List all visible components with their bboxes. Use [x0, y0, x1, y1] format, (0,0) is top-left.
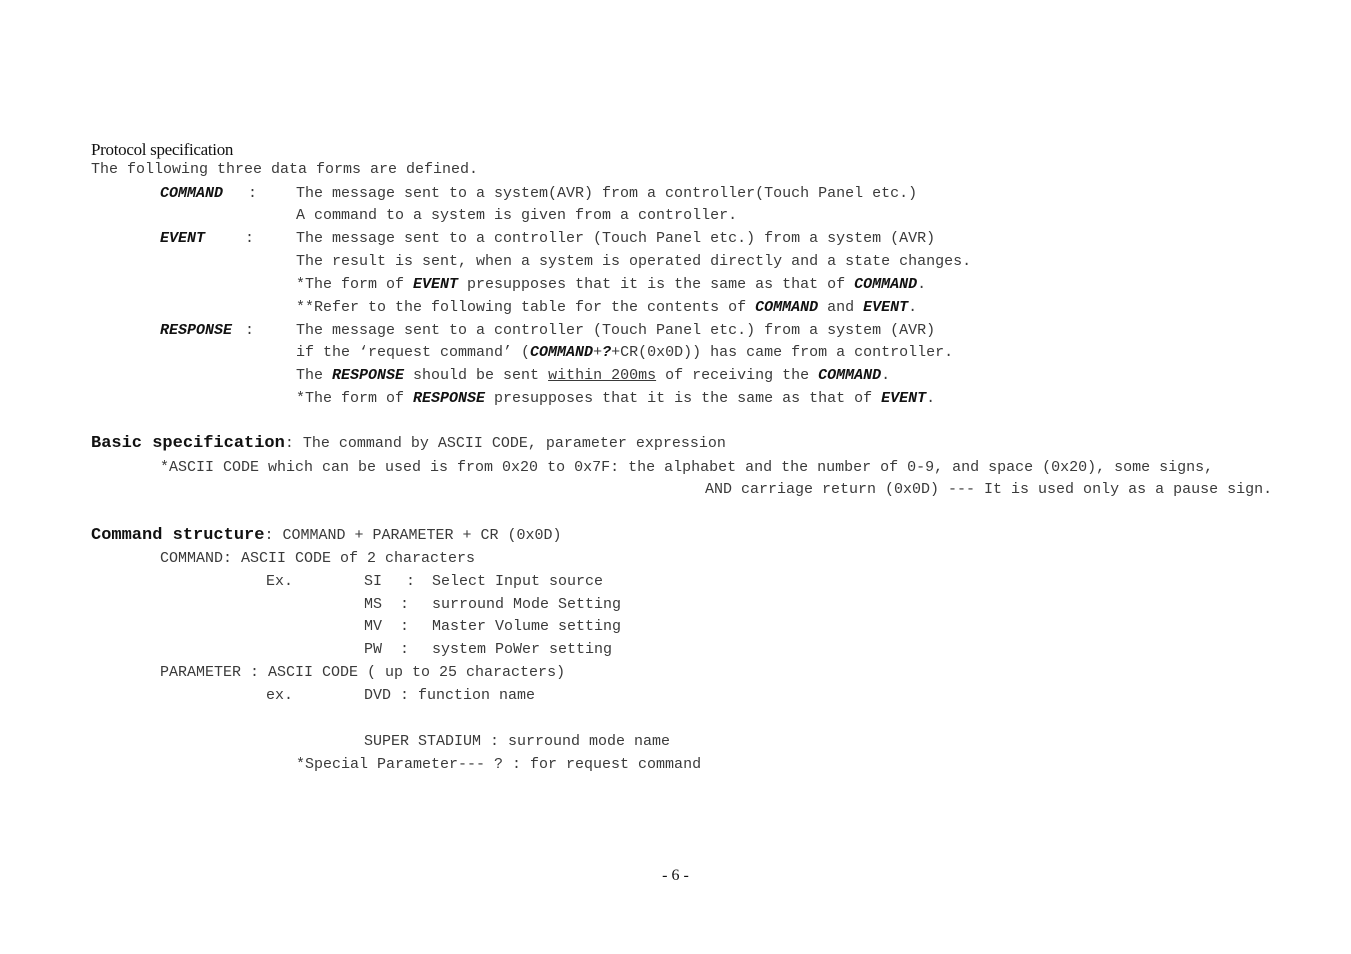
- response-desc-3-text-b: should be sent: [404, 367, 549, 384]
- example-description: system PoWer setting: [432, 641, 613, 658]
- protocol-intro: The following three data forms are defined.: [91, 161, 479, 178]
- event-note-1: [296, 277, 926, 292]
- example-code: SI: [364, 573, 383, 590]
- command-example-label: Ex.: [266, 573, 294, 590]
- response-desc-3-text-d: .: [881, 367, 891, 384]
- response-desc-2-text-a: if the ‘request command’ (: [296, 344, 531, 361]
- basic-spec-line-2: AND carriage return (0x0D) --- It is used only as a pause sign.: [705, 481, 1273, 498]
- response-desc-3-keyword-2: COMMAND: [818, 367, 882, 384]
- response-desc-2-plus: +: [593, 344, 603, 361]
- response-desc-2: [296, 345, 953, 360]
- example-separator: :: [406, 573, 416, 590]
- example-description: Master Volume setting: [432, 618, 622, 635]
- event-desc-1: The message sent to a controller (Touch Panel etc.) from a system (AVR): [296, 230, 936, 247]
- basic-spec-heading: Basic specification: [91, 434, 285, 453]
- example-separator: :: [400, 596, 410, 613]
- protocol-title: Protocol specification: [91, 140, 234, 159]
- example-code: MV: [364, 618, 383, 635]
- example-separator: :: [400, 618, 410, 635]
- command-structure-heading-tail: : COMMAND + PARAMETER + CR (0x0D): [264, 527, 562, 544]
- event-keyword: EVENT: [160, 230, 206, 247]
- event-note-1-text-b: presupposes that it is the same as that of: [458, 276, 855, 293]
- response-desc-2-question: ?: [602, 344, 612, 361]
- response-desc-3-keyword: RESPONSE: [332, 367, 405, 384]
- example-separator: :: [400, 641, 410, 658]
- basic-spec-heading-tail: : The command by ASCII CODE, parameter expression: [284, 435, 726, 452]
- response-colon: :: [245, 322, 255, 339]
- event-note-1-text-c: .: [917, 276, 927, 293]
- event-note-2-keyword: COMMAND: [755, 299, 819, 316]
- parameter-example-1: DVD : function name: [364, 687, 536, 704]
- event-note-2-text-a: **Refer to the following table for the contents of: [296, 299, 756, 316]
- basic-spec-line-1: *ASCII CODE which can be used is from 0x20 to 0x7F: the alphabet and the number of 0-9, and space (0x20), some signs,: [160, 459, 1214, 476]
- response-time-limit: within 200ms: [548, 367, 657, 384]
- command-keyword: COMMAND: [160, 185, 224, 202]
- event-desc-2: The result is sent, when a system is operated directly and a state changes.: [296, 253, 972, 270]
- command-structure-parameter-line: PARAMETER : ASCII CODE ( up to 25 characters): [160, 664, 566, 681]
- response-desc-3: [296, 368, 890, 383]
- response-keyword: RESPONSE: [160, 322, 233, 339]
- response-desc-2-keyword: COMMAND: [530, 344, 594, 361]
- command-structure-heading: Command structure: [91, 526, 265, 545]
- event-note-2: [296, 300, 917, 315]
- response-desc-4-keyword: RESPONSE: [413, 390, 486, 407]
- event-note-2-keyword-2: EVENT: [863, 299, 909, 316]
- response-desc-4-text-b: presupposes that it is the same as that of: [485, 390, 882, 407]
- command-structure-command-line: COMMAND: ASCII CODE of 2 characters: [160, 550, 476, 567]
- example-description: surround Mode Setting: [432, 596, 622, 613]
- command-structure-heading-line: [91, 528, 562, 543]
- response-desc-4: [296, 391, 935, 406]
- event-note-1-keyword: EVENT: [413, 276, 459, 293]
- response-desc-4-text-a: *The form of: [296, 390, 414, 407]
- example-description: Select Input source: [432, 573, 604, 590]
- event-note-2-text-b: and: [818, 299, 864, 316]
- response-desc-3-text-c: of receiving the: [656, 367, 819, 384]
- response-desc-2-text-b: +CR(0x0D)) has came from a controller.: [611, 344, 954, 361]
- basic-spec-heading-line: [91, 436, 726, 451]
- event-note-1-keyword-2: COMMAND: [854, 276, 918, 293]
- special-parameter-note: *Special Parameter--- ? : for request command: [296, 756, 702, 773]
- command-desc-2: A command to a system is given from a controller.: [296, 207, 738, 224]
- event-colon: :: [245, 230, 255, 247]
- parameter-example-2: SUPER STADIUM : surround mode name: [364, 733, 671, 750]
- event-note-1-text-a: *The form of: [296, 276, 414, 293]
- command-colon: :: [248, 185, 258, 202]
- command-desc-1: The message sent to a system(AVR) from a controller(Touch Panel etc.): [296, 185, 918, 202]
- response-desc-4-text-c: .: [926, 390, 936, 407]
- response-desc-4-keyword-2: EVENT: [881, 390, 927, 407]
- page-number: - 6 -: [662, 867, 689, 884]
- example-code: PW: [364, 641, 383, 658]
- parameter-example-label: ex.: [266, 687, 294, 704]
- response-desc-1: The message sent to a controller (Touch Panel etc.) from a system (AVR): [296, 322, 936, 339]
- example-code: MS: [364, 596, 383, 613]
- response-desc-3-text-a: The: [296, 367, 333, 384]
- event-note-2-text-c: .: [908, 299, 918, 316]
